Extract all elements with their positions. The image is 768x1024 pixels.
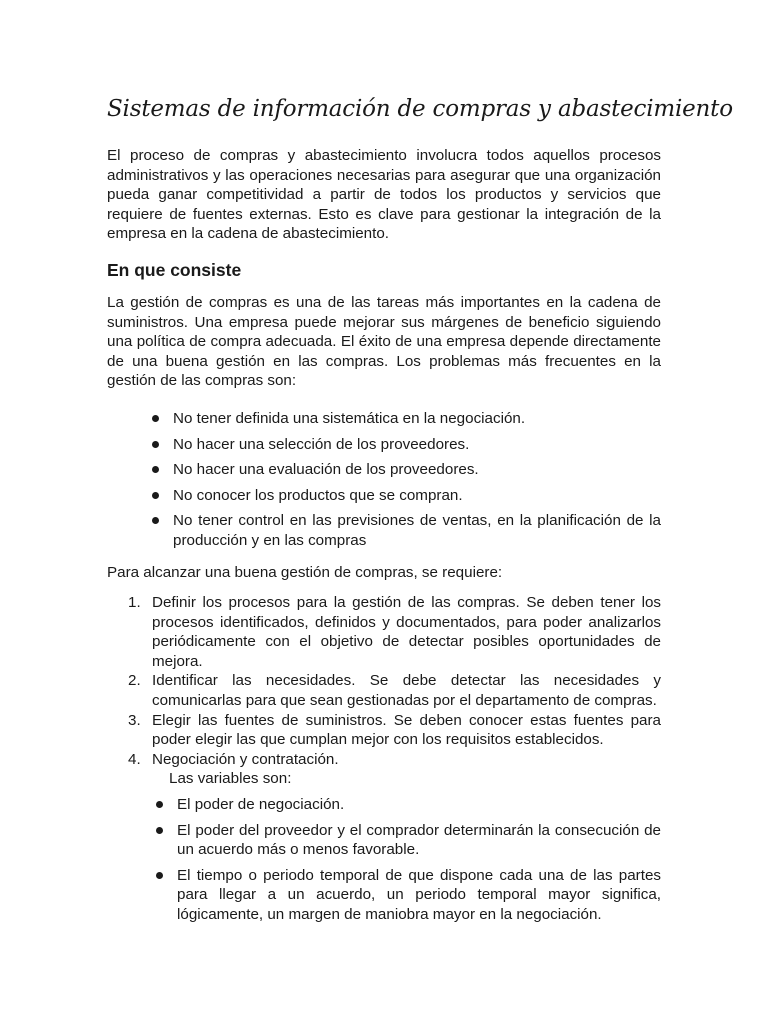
list-item: No hacer una selección de los proveedores. <box>173 435 661 455</box>
requires-paragraph: Para alcanzar una buena gestión de compras, se requiere: <box>107 563 503 581</box>
step-text: Identificar las necesidades. Se debe detectar las necesidades y comunicarlas para que sean gestionadas por el departamento de compras. <box>152 672 661 710</box>
list-item: No conocer los productos que se compran. <box>173 486 661 506</box>
document-title: Sistemas de información de compras y abastecimiento <box>107 96 733 122</box>
step-text: Negociación y contratación. <box>152 750 339 768</box>
variables-label: Las variables son: <box>169 770 292 788</box>
step-item <box>128 593 661 671</box>
list-item: El poder del proveedor y el comprador determinarán la consecución de un acuerdo más o menos favorable. <box>177 821 661 859</box>
step-text: Elegir las fuentes de suministros. Se deben conocer estas fuentes para poder elegir las que cumplan mejor con los requisitos establecidos. <box>152 711 661 749</box>
list-item: El poder de negociación. <box>177 795 661 815</box>
section-paragraph: La gestión de compras es una de las tareas más importantes en la cadena de suministros. Una empresa puede mejorar sus márgenes de beneficio siguiendo una política de compra adecuada. El éxito de una empresa depende directamente de una buena gestión en las compras. Los problemas más frecuentes en la gestión de las compras son: <box>107 293 661 390</box>
step-number: 3. <box>128 711 141 729</box>
variables-list <box>107 795 661 925</box>
problems-list <box>107 409 661 551</box>
step-item <box>128 711 661 750</box>
list-item: No tener definida una sistemática en la negociación. <box>173 409 661 429</box>
list-item: El tiempo o periodo temporal de que dispone cada una de las partes para llegar a un acuerdo, un periodo temporal mayor significa, lógicamente, un margen de maniobra mayor en la negociación. <box>177 866 661 923</box>
list-item: No hacer una evaluación de los proveedores. <box>173 460 661 480</box>
step-item <box>128 671 661 710</box>
step-number: 1. <box>128 594 141 612</box>
step-number: 2. <box>128 672 141 690</box>
step-item <box>128 750 661 789</box>
step-number: 4. <box>128 750 141 768</box>
steps-list <box>107 593 661 789</box>
intro-paragraph: El proceso de compras y abastecimiento involucra todos aquellos procesos administrativos y las operaciones necesarias para asegurar que una organización pueda ganar competitividad a partir de todos los productos y servicios que requiere de fuentes externas. Esto es clave para gestionar la integración de la empresa en la cadena de abastecimiento. <box>107 147 661 243</box>
list-item: No tener control en las previsiones de ventas, en la planificación de la producción y en las compras <box>173 512 661 549</box>
step-text: Definir los procesos para la gestión de las compras. Se deben tener los procesos identificados, definidos y documentados, para poder analizarlos periódicamente con el objetivo de detectar posibles oportunidades de mejora. <box>152 594 661 670</box>
section-heading: En que consiste <box>107 259 242 280</box>
